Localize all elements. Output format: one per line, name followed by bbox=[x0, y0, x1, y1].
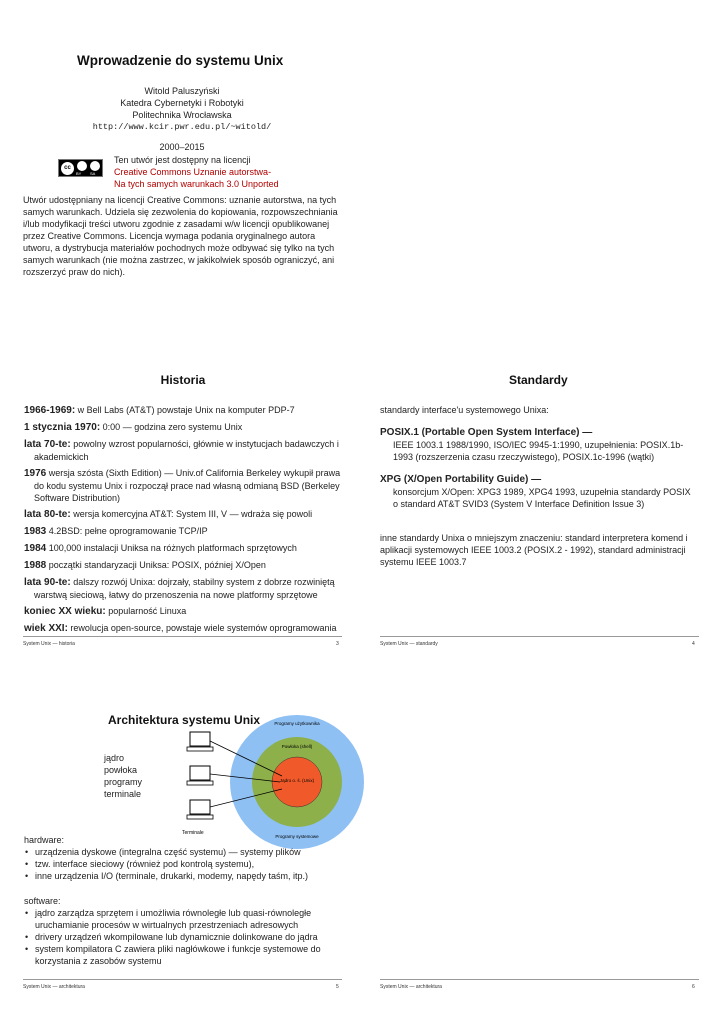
shell-label: Powłoka (shell) bbox=[281, 744, 313, 749]
page-number: 5 bbox=[336, 984, 339, 990]
history-item bbox=[24, 404, 342, 417]
university: Politechnika Wrocławska bbox=[132, 110, 232, 120]
paragraph-line: rozszerzyć praw do nich). bbox=[23, 267, 126, 277]
paragraph-line: Utwór udostępniany na licencji Creative Commons: uznanie autorstwa, na tych bbox=[23, 195, 337, 205]
history-text: powolny wzrost popularności, głównie w instytucjach badawczych i akademickich bbox=[34, 439, 339, 462]
sa-label: SA bbox=[90, 171, 96, 176]
kernel-label: Jądro o. ś. (Unix) bbox=[279, 778, 315, 783]
author-block bbox=[82, 85, 282, 153]
footer-rule bbox=[23, 636, 342, 637]
history-key: wiek XXI: bbox=[24, 623, 68, 634]
standards-intro: standardy interface'u systemowego Unixa: bbox=[380, 405, 549, 415]
slide-title: Wprowadzenie do systemu Unix bbox=[77, 53, 284, 68]
history-key: lata 90-te: bbox=[24, 577, 71, 588]
history-text: rewolucja open-source, powstaje wiele systemów oprogramowania bbox=[67, 623, 337, 633]
license-paragraph bbox=[23, 194, 343, 278]
history-key: 1983 bbox=[24, 526, 47, 537]
history-item bbox=[24, 525, 342, 538]
other-standards: inne standardy Unixa o mniejszym znaczeniu: standard interpretera komend i aplikacji systemowych IEEE 1003.2 (POSIX.2 - 1992), standard administracji systemu IEEE 1003.7 bbox=[380, 533, 688, 567]
list-item: • drivery urządzeń wkompilowane lub dynamicznie dolinkowane do jądra bbox=[24, 931, 324, 943]
paragraph-line: i/lub modyfikacji treści utworu zgodnie z zasadami w/w licencji opublikowanej bbox=[23, 219, 330, 229]
author-name: Witold Paluszyński bbox=[144, 86, 220, 96]
history-key: 1976 bbox=[24, 468, 47, 479]
history-text: wersja szósta (Sixth Edition) — Univ.of California Berkeley wykupił prawa do kodu systemu Unix i rozpoczął prace nad własną odmianą BSD (Berkeley Software Distribution) bbox=[34, 468, 341, 503]
posix-heading: POSIX.1 (Portable Open System Interface) — bbox=[380, 427, 593, 438]
page-number: 3 bbox=[336, 641, 339, 647]
slide-title: Standardy bbox=[509, 373, 568, 387]
by-label: BY bbox=[76, 171, 82, 176]
paragraph-line: samych warunkach (nie można zastrzec, w jakikolwiek sposób ograniczyć, ani bbox=[23, 255, 335, 265]
list-item: • jądro zarządza sprzętem i umożliwia równoległe lub quasi-równoległe uruchamianie procesów w wirtualnych przestrzeniach adresowych bbox=[24, 907, 324, 931]
history-text: 4.2BSD: pełne oprogramowanie TCP/IP bbox=[46, 526, 208, 536]
footer-rule bbox=[23, 979, 342, 980]
history-text: w Bell Labs (AT&T) powstaje Unix na komputer PDP-7 bbox=[75, 405, 295, 415]
by-person-icon bbox=[77, 161, 87, 171]
history-key: lata 80-te: bbox=[24, 509, 71, 520]
history-key: 1 stycznia 1970: bbox=[24, 422, 101, 433]
history-text: 0:00 — godzina zero systemu Unix bbox=[100, 422, 243, 432]
footer-left: System Unix — historia bbox=[23, 641, 75, 647]
xpg-heading: XPG (X/Open Portability Guide) — bbox=[380, 474, 542, 485]
cc-logo-icon: cc bbox=[61, 162, 74, 175]
footer-left: System Unix — standardy bbox=[380, 641, 438, 647]
xpg-body: konsorcjum X/Open: XPG3 1989, XPG4 1993, uzupełnia standardy POSIX o standard AT&T SVID3 (System V Interface Definition Issue 3) bbox=[393, 487, 691, 509]
history-item bbox=[24, 421, 342, 434]
architecture-diagram bbox=[170, 712, 370, 850]
user-programs-label: Programy użytkownika bbox=[274, 721, 320, 726]
history-text: dalszy rozwój Unixa: dojrzały, stabilny system z dobrze rozwiniętą warstwą sieciową, łatwy do przenoszenia na nowe platformy sprzętowe bbox=[34, 577, 335, 600]
legend-item: terminale bbox=[104, 789, 142, 799]
paragraph-line: samych warunkach. Udziela się zezwolenia do kopiowania, rozpowszechniania bbox=[23, 207, 338, 217]
history-key: 1966-1969: bbox=[24, 405, 76, 416]
hardware-list bbox=[24, 846, 344, 882]
history-item bbox=[24, 467, 342, 504]
footer-rule bbox=[380, 979, 699, 980]
history-text: popularność Linuxa bbox=[105, 606, 187, 616]
paragraph-line: przez Creative Commons. Licencja wymaga podania oryginalnego autora bbox=[23, 231, 316, 241]
terminals-label: Terminale bbox=[182, 830, 204, 836]
years: 2000–2015 bbox=[159, 142, 205, 152]
history-item bbox=[24, 576, 342, 601]
posix-body: IEEE 1003.1 1988/1990, ISO/IEC 9945-1:1990, uzupełnienia: POSIX.1b-1993 (rozszerzenia czasu rzeczywistego), POSIX.1c-1996 (wątki) bbox=[393, 440, 684, 462]
history-key: 1988 bbox=[24, 560, 47, 571]
footer-rule bbox=[380, 636, 699, 637]
history-key: 1984 bbox=[24, 543, 47, 554]
software-list bbox=[24, 907, 324, 967]
history-key: lata 70-te: bbox=[24, 439, 71, 450]
legend bbox=[104, 752, 174, 800]
history-item bbox=[24, 605, 342, 618]
slide-title: Historia bbox=[160, 373, 206, 387]
history-item bbox=[24, 559, 342, 572]
page-number: 6 bbox=[692, 984, 695, 990]
software-section bbox=[24, 895, 324, 967]
terminal-icon bbox=[187, 732, 213, 751]
cc-license-badge[interactable] bbox=[58, 159, 103, 177]
legend-item: programy bbox=[104, 777, 143, 787]
legend-item: jądro bbox=[104, 753, 125, 763]
terminal-icon bbox=[187, 800, 213, 819]
terminal-icon bbox=[187, 766, 213, 785]
history-text: wersja komercyjna AT&T: System III, V — wdraża się powoli bbox=[70, 509, 313, 519]
history-item bbox=[24, 508, 342, 521]
standards-content bbox=[380, 404, 698, 568]
list-item: • system kompilatora C zawiera pliki nagłówkowe i funkcje systemowe do korzystania z zasobów systemu bbox=[24, 943, 324, 967]
history-text: początki standaryzacji Uniksa: POSIX, później X/Open bbox=[46, 560, 266, 570]
history-text: 100,000 instalacji Uniksa na różnych platformach sprzętowych bbox=[46, 543, 297, 553]
license-link[interactable]: Na tych samych warunkach 3.0 Unported bbox=[114, 179, 279, 189]
list-item: • inne urządzenia I/O (terminale, drukarki, modemy, napędy taśm, itp.) bbox=[24, 870, 344, 882]
history-list bbox=[24, 404, 342, 639]
hardware-section bbox=[24, 834, 344, 882]
list-item: • urządzenia dyskowe (integralna część systemu) — systemy plików bbox=[24, 846, 344, 858]
list-item: • tzw. interface sieciowy (również pod kontrolą systemu), bbox=[24, 858, 344, 870]
slide-title: Architektura systemu Unix bbox=[108, 713, 261, 727]
department: Katedra Cybernetyki i Robotyki bbox=[120, 98, 244, 108]
license-text bbox=[114, 154, 314, 190]
page-number: 4 bbox=[692, 641, 695, 647]
history-key: koniec XX wieku: bbox=[24, 606, 106, 617]
footer-left: System Unix — architektura bbox=[23, 984, 85, 990]
system-programs-label: Programy systemowe bbox=[275, 834, 319, 839]
license-line: Ten utwór jest dostępny na licencji bbox=[114, 155, 251, 165]
footer-left: System Unix — architektura bbox=[380, 984, 442, 990]
history-item bbox=[24, 622, 342, 635]
hardware-heading: hardware: bbox=[24, 835, 65, 845]
share-alike-icon bbox=[90, 161, 100, 171]
license-link[interactable]: Creative Commons Uznanie autorstwa- bbox=[114, 167, 272, 177]
history-item bbox=[24, 438, 342, 463]
paragraph-line: utworu, a dystrybucja materiałów pochodnych może odbywać się tylko na tych bbox=[23, 243, 335, 253]
history-item bbox=[24, 542, 342, 555]
legend-item: powłoka bbox=[104, 765, 138, 775]
author-url[interactable]: http://www.kcir.pwr.edu.pl/~witold/ bbox=[92, 122, 272, 132]
software-heading: software: bbox=[24, 896, 61, 906]
